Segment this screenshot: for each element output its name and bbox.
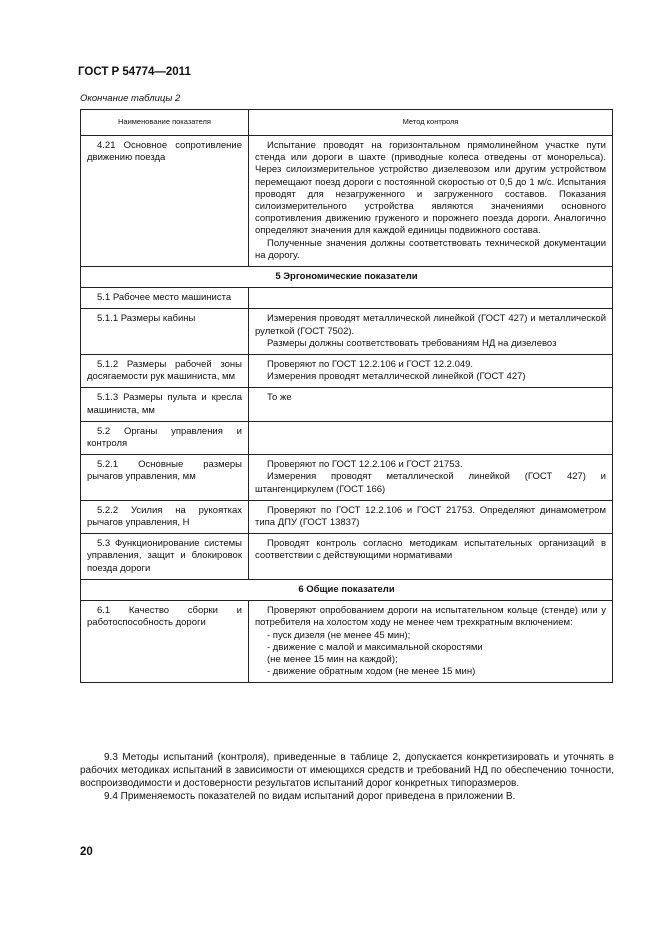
- document-header: ГОСТ Р 54774—2011: [78, 66, 191, 78]
- indicator-cell: [81, 455, 249, 501]
- indicator-name: 5.1.2 Размеры рабочей зоны досягаемости рук машиниста, мм: [87, 359, 242, 383]
- method-text: Испытание проводят на горизонтальном прямолинейном участке пути стенда или дороги в шахте (приводные колеса отведены от монорельса). Через силоизмерительное устройство дизелевозом или другим устройством перемещают поезд дороги с постоянной скоростью от 0,5 до 1 м/с. Испытания проводят для незагруженного и загруженного составов. Показания силоизмерительного устройства являются значениями основного сопротивления движению груженого и порожнего поезда дороги. Аналогично определяют значения для каждой единицы подвижного состава.: [255, 140, 606, 237]
- indicator-name: 5.2.1 Основные размеры рычагов управления, мм: [87, 459, 242, 483]
- method-text: Измерения проводят металлической линейкой (ГОСТ 427) и штангенциркулем (ГОСТ 166): [255, 471, 606, 495]
- indicator-name: 5.1 Рабочее место машиниста: [97, 292, 232, 304]
- section-row: [81, 579, 613, 600]
- method-cell: [249, 288, 613, 309]
- indicator-cell: [81, 136, 249, 267]
- paragraph-9-4: 9.4 Применяемость показателей по видам испытаний дорог приведена в приложении В.: [104, 791, 516, 802]
- indicator-cell: [81, 500, 249, 533]
- method-cell: [249, 355, 613, 388]
- table-row: [81, 355, 613, 388]
- table-row: [81, 136, 613, 267]
- method-text: Проверяют по ГОСТ 12.2.106 и ГОСТ 21753.: [267, 459, 463, 471]
- table-row: [81, 500, 613, 533]
- method-cell: [249, 388, 613, 421]
- method-text: То же: [267, 392, 292, 404]
- method-cell: [249, 500, 613, 533]
- table-row: [81, 309, 613, 355]
- indicator-name: 5.1.3 Размеры пульта и кресла машиниста, мм: [87, 392, 242, 416]
- indicator-name: 4.21 Основное сопротивление движению поезда: [87, 140, 242, 164]
- method-cell: [249, 136, 613, 267]
- table-row: [81, 534, 613, 580]
- table-row: [81, 601, 613, 683]
- indicator-name: 6.1 Качество сборки и работоспособность дороги: [87, 605, 242, 629]
- table-row: [81, 455, 613, 501]
- method-text: Размеры должны соответствовать требованиям НД на дизелевоз: [267, 337, 557, 349]
- method-cell: [249, 455, 613, 501]
- indicator-cell: [81, 355, 249, 388]
- indicator-name: 5.2 Органы управления и контроля: [87, 425, 242, 450]
- method-cell: [249, 421, 613, 454]
- table-row: [81, 421, 613, 454]
- method-text: Проверяют по ГОСТ 12.2.106 и ГОСТ 12.2.049.: [267, 359, 474, 371]
- method-cell: [249, 601, 613, 683]
- table-row: [81, 388, 613, 421]
- indicator-cell: [81, 388, 249, 421]
- method-cell: [249, 309, 613, 355]
- methods-table: [80, 109, 613, 683]
- method-text: (не менее 15 мин на каждой);: [267, 653, 398, 665]
- indicator-name: 5.2.2 Усилия на рукоятках рычагов управления, Н: [87, 504, 242, 529]
- method-text: - пуск дизеля (не менее 45 мин);: [267, 629, 411, 641]
- table-header-row: [81, 110, 613, 136]
- method-text: Проверяют по ГОСТ 12.2.106 и ГОСТ 21753. Определяют динамометром типа ДПУ (ГОСТ 13837): [255, 504, 606, 529]
- page-number: 20: [80, 846, 93, 858]
- section-title: 6 Общие показатели: [81, 579, 613, 600]
- section-title: 5 Эргономические показатели: [81, 267, 613, 288]
- paragraph-9-3: 9.3 Методы испытаний (контроля), приведенные в таблице 2, допускается конкретизировать и уточнять в рабочих методиках испытаний в зависимости от имеющихся средств и требований НД по обеспечению точности, воспроизводимости и достоверности результатов испытаний дорог конкретных типоразмеров.: [80, 752, 614, 789]
- table-row: [81, 288, 613, 309]
- body-text: [80, 751, 614, 803]
- indicator-cell: [81, 421, 249, 454]
- indicator-name: 5.3 Функционирование системы управления, защит и блокировок поезда дороги: [87, 538, 242, 574]
- indicator-cell: [81, 309, 249, 355]
- method-text: - движение обратным ходом (не менее 15 мин): [267, 666, 476, 678]
- method-text: - движение с малой и максимальной скоростями: [267, 641, 483, 653]
- indicator-cell: [81, 534, 249, 580]
- indicator-cell: [81, 288, 249, 309]
- header-method: Метод контроля: [249, 110, 613, 136]
- table-caption: Окончание таблицы 2: [80, 93, 181, 104]
- method-text: Измерения проводят металлической линейкой (ГОСТ 427): [267, 371, 526, 383]
- method-cell: [249, 534, 613, 580]
- method-text: Полученные значения должны соответствовать технической документации на дорогу.: [255, 237, 606, 261]
- indicator-name: 5.1.1 Размеры кабины: [97, 313, 196, 325]
- indicator-cell: [81, 601, 249, 683]
- method-text: Проверяют опробованием дороги на испытательном кольце (стенде) или у потребителя на холостом ходу не менее чем трехкратным включением:: [255, 605, 606, 629]
- method-text: Проводят контроль согласно методикам испытательных организаций в соответствии с действующими нормативами: [255, 538, 606, 562]
- section-row: [81, 267, 613, 288]
- header-indicator: Наименование показателя: [81, 110, 249, 136]
- method-text: Измерения проводят металлической линейкой (ГОСТ 427) и металлической рулеткой (ГОСТ 7502).: [255, 313, 606, 337]
- table-body: [81, 136, 613, 683]
